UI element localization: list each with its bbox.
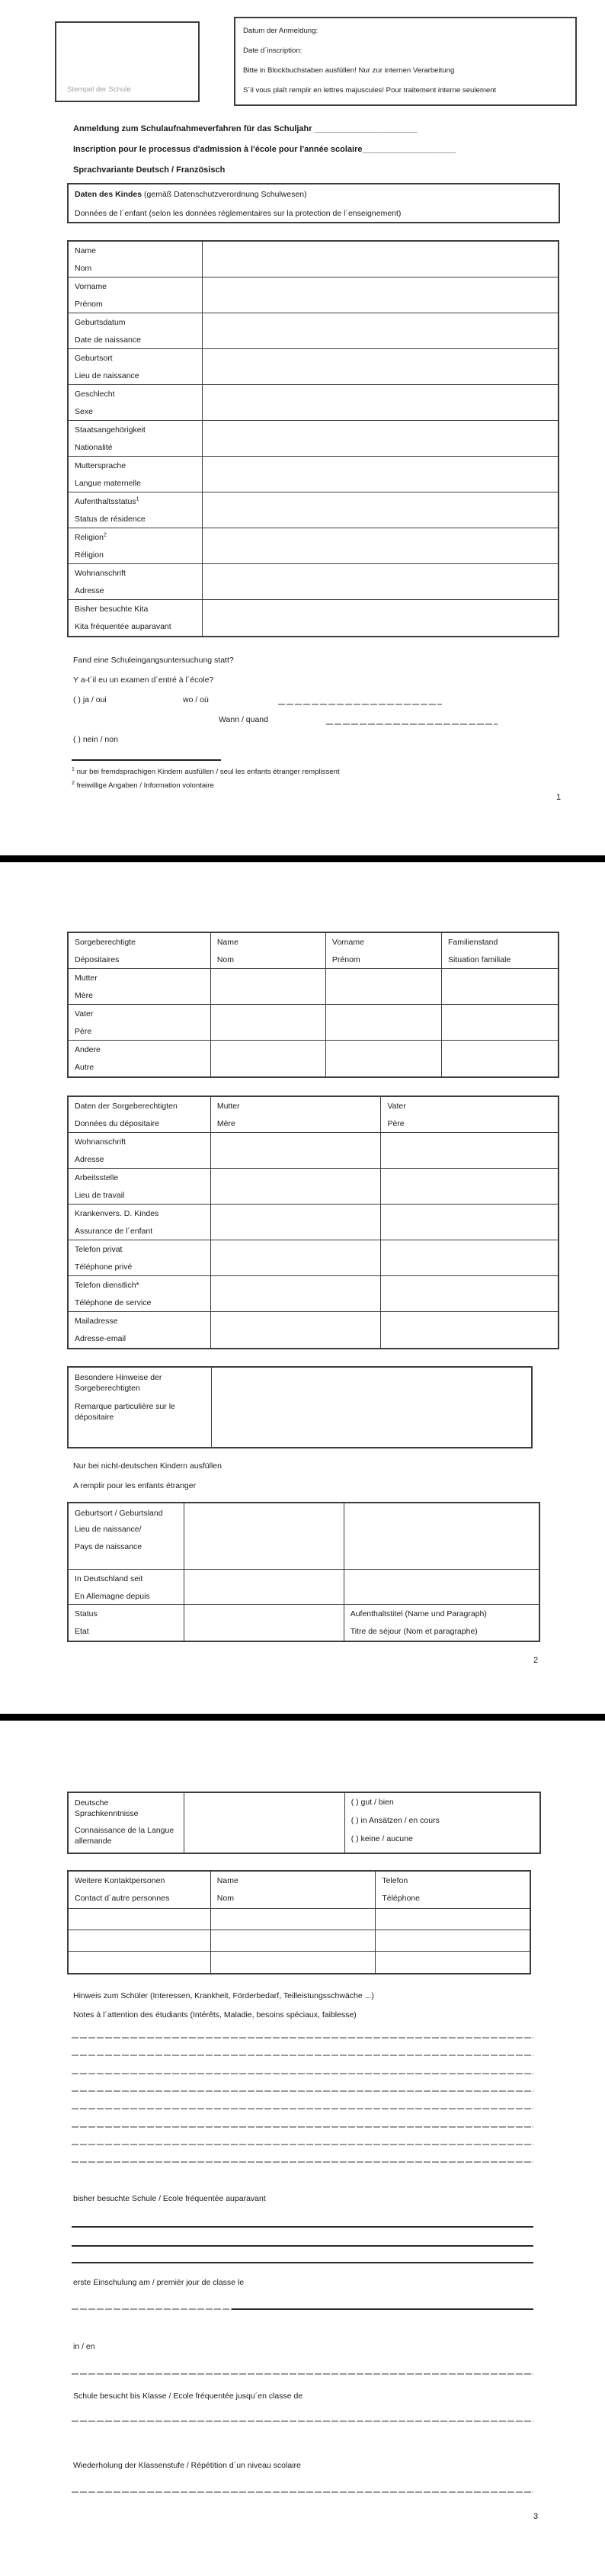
school-stamp-box [55, 21, 200, 102]
guardian-details-table-cell [381, 1133, 558, 1168]
child-data-table-cell [203, 564, 558, 599]
contact-persons-table-cell [211, 1952, 376, 1973]
cell-label-de: Telefon [382, 1876, 408, 1885]
child-data-table-cell [203, 421, 558, 456]
cell-label-de: Bisher besuchte Kita [75, 605, 149, 614]
contact-persons-table-cell [211, 1872, 376, 1908]
cell-label-fr: Assurance de l´enfant [75, 1227, 153, 1236]
cell-label-de: Vorname [331, 938, 364, 947]
footnote-1: $^1$ nur bei fremdsprachigen Kindern ausfüllen / seul les enfants étranger remplissent [72, 766, 340, 776]
cell-label-fr: Adresse-email [75, 1334, 126, 1343]
cell-label-fr: Lieu de naissance [75, 371, 139, 380]
page-3 [0, 1721, 605, 2576]
where-label: wo / où [183, 695, 209, 704]
cell-label-de: Aufenthaltsstatus$^1$ [75, 496, 139, 506]
child-data-table-row [69, 313, 558, 349]
foreign-children-table-cell [69, 1503, 184, 1569]
cell-label-de: Krankenvers. D. Kindes [75, 1209, 159, 1218]
cell-label-de: Geburtsdatum [75, 318, 126, 327]
german-skills-table-cell [69, 1793, 184, 1853]
cell-label-fr: Nom [216, 955, 234, 964]
date-box-instruction-de: Bitte in Blockbuchstaben ausfüllen! Nur zur internen Verarbeitung [243, 66, 455, 75]
birth-label-fr2: Pays de naissance [75, 1542, 142, 1551]
guardian-details-table-row [69, 1276, 558, 1312]
guardians-table-cell [442, 933, 558, 968]
guardians-table-cell [211, 1041, 326, 1076]
foreign-children-table-row [69, 1503, 539, 1570]
guardian-details-table-row [69, 1312, 558, 1348]
page-number-3: 3 [533, 2512, 539, 2521]
guardian-details-table-cell [381, 1097, 558, 1132]
child-data-table-row [69, 600, 558, 636]
child-data-table-row [69, 564, 558, 600]
child-data-table-cell [203, 313, 558, 348]
cell-label-fr: Mère [75, 991, 93, 1000]
foreign-children-table-row [69, 1605, 539, 1641]
special-notes-label-de: Besondere Hinweise der Sorgeberechtigten [75, 1373, 162, 1393]
guardians-table-cell [326, 933, 442, 968]
cell-label-de: Andere [75, 1045, 101, 1054]
footnote-rule [72, 759, 221, 761]
contact-persons-table-row [69, 1872, 530, 1909]
class-attended-label: Schule besucht bis Klasse / Ecole fréquentée jusqu´en classe de [73, 2392, 303, 2401]
cell-label-fr: Lieu de travail [75, 1191, 125, 1200]
contact-persons-table-cell [69, 1952, 211, 1973]
guardian-details-table-cell [69, 1240, 211, 1275]
child-data-header-box [67, 183, 560, 223]
cell-label-fr: Etat [75, 1627, 89, 1636]
child-data-table-cell [69, 277, 203, 313]
cell-label-de: Aufenthaltstitel (Name und Paragraph) [350, 1609, 487, 1618]
guardians-table-cell [69, 969, 211, 1004]
child-data-header-rest: (gemäß Datenschutzverordnung Schulwesen) [142, 190, 307, 199]
student-notes-line [72, 2126, 533, 2128]
cell-label-de: In Deutschland seit [75, 1574, 143, 1583]
child-data-table-row [69, 277, 558, 313]
student-notes-line [72, 2055, 533, 2056]
guardians-table-cell [442, 969, 558, 1004]
foreign-children-table-cell [184, 1570, 344, 1604]
guardians-table-cell [69, 1041, 211, 1076]
where-write-line [278, 704, 442, 705]
guardian-details-table-cell [381, 1312, 558, 1348]
guardians-table-cell [211, 933, 326, 968]
student-notes-line [72, 2161, 533, 2163]
german-skill-option: ( ) in Ansätzen / en cours [351, 1816, 440, 1825]
cell-label-de: Vater [75, 1009, 94, 1019]
child-data-table-cell [69, 313, 203, 348]
guardian-details-table-cell [211, 1097, 382, 1132]
first-enrollment-line-dark [232, 2308, 533, 2310]
contact-persons-table-cell [211, 1930, 376, 1951]
child-data-table-cell [203, 457, 558, 492]
answer-yes-option: ( ) ja / oui [73, 695, 107, 704]
special-notes-label-cell [69, 1368, 212, 1447]
page-separator-1 [0, 855, 605, 862]
german-skill-option: ( ) gut / bien [351, 1798, 394, 1807]
stamp-placeholder-label: Stempel der Schule [67, 85, 131, 94]
cell-label-de: Name [216, 938, 238, 947]
cell-label-fr: Contact d´autre personnes [75, 1894, 170, 1903]
first-enrollment-label: erste Einschulung am / premièr jour de classe le [73, 2278, 245, 2287]
previous-school-label: bisher besuchte Schule / Ecole fréquentée auparavant [73, 2194, 266, 2203]
german-label-fr: Connaissance de la Langue allemande [75, 1826, 174, 1846]
cell-label-de: Mailadresse [75, 1317, 118, 1326]
child-data-table-cell [69, 457, 203, 492]
guardian-details-table-cell [211, 1169, 382, 1204]
cell-label-de: Arbeitsstelle [75, 1173, 119, 1182]
cell-label-fr: Adresse [75, 1155, 104, 1164]
student-notes-label-de: Hinweis zum Schüler (Interessen, Krankheit, Förderbedarf, Teilleistungsschwäche ...) [73, 1991, 374, 2000]
page-number-1: 1 [556, 793, 562, 802]
guardians-table [67, 932, 559, 1078]
cell-label-de: Wohnanschrift [75, 569, 126, 578]
child-data-table-cell [69, 242, 203, 277]
child-data-table-cell [69, 528, 203, 563]
page-2 [0, 862, 605, 1714]
child-data-table-cell [203, 349, 558, 384]
guardian-details-table-cell [381, 1205, 558, 1240]
foreign-children-table-row [69, 1570, 539, 1605]
entry-exam-question-fr: Y a-t´il eu un examen d´entré à l´école? [73, 675, 214, 685]
guardians-table-cell [442, 1005, 558, 1040]
cell-label-fr: Kita fréquentée auparavant [75, 622, 171, 631]
child-data-table-cell [69, 492, 203, 528]
guardians-table-cell [69, 1005, 211, 1040]
contact-persons-table-cell [69, 1930, 211, 1951]
child-data-table-cell [69, 349, 203, 384]
grade-repeat-label: Wiederholung der Klassenstufe / Répétition d´un niveau scolaire [73, 2461, 301, 2470]
guardian-details-table-cell [211, 1133, 382, 1168]
child-data-table-cell [203, 242, 558, 277]
child-data-table-row [69, 528, 558, 564]
cell-label-fr: Situation familiale [447, 955, 511, 964]
cell-label-de: Geschlecht [75, 390, 115, 399]
when-write-line [326, 723, 498, 725]
cell-label-de: Name [75, 246, 97, 255]
page-separator-2 [0, 1714, 605, 1721]
guardian-details-table-row [69, 1133, 558, 1169]
child-data-table-cell [203, 277, 558, 313]
date-box-line-de: Datum der Anmeldung: [243, 27, 319, 35]
previous-school-line-3 [72, 2262, 533, 2263]
guardian-details-table-cell [69, 1276, 211, 1311]
birth-label-de: Geburtsort / Geburtsland [75, 1509, 163, 1518]
first-enrollment-line-gray [72, 2308, 232, 2310]
cell-label-fr: Téléphone de service [75, 1298, 152, 1307]
child-data-table-row [69, 242, 558, 277]
cell-label-de: Name [216, 1876, 238, 1885]
guardian-details-table-row [69, 1205, 558, 1240]
guardians-table-row [69, 1041, 558, 1076]
child-data-table-cell [69, 600, 203, 636]
cell-label-fr: Date de naissance [75, 335, 141, 345]
contact-persons-table-cell [376, 1909, 530, 1930]
form-title-fr: Inscription pour le processus d'admission à l'école pour l'année scolaire____________________ [73, 145, 456, 154]
cell-label-de: Telefon privat [75, 1245, 123, 1254]
guardians-table-cell [326, 1005, 442, 1040]
child-data-table-cell [203, 528, 558, 563]
child-data-table-cell [69, 564, 203, 599]
guardians-table-row [69, 969, 558, 1005]
cell-label-fr: Dépositaires [75, 955, 120, 964]
foreign-children-note-de: Nur bei nicht-deutschen Kindern ausfüllen [73, 1461, 222, 1471]
form-title-de: Anmeldung zum Schulaufnahmeverfahren für das Schuljahr ______________________ [73, 124, 418, 133]
cell-label-de: Sorgeberechtigte [75, 938, 136, 947]
cell-label-fr: Status de résidence [75, 515, 146, 524]
contact-persons-table-row [69, 1952, 530, 1973]
enrollment-place-line [72, 2373, 533, 2375]
grade-repeat-line [72, 2491, 533, 2493]
contact-persons-table-cell [211, 1909, 376, 1930]
cell-label-de: Religion$^2$ [75, 532, 107, 542]
foreign-children-table-cell [344, 1570, 539, 1604]
cell-label-de: Daten der Sorgeberechtigten [75, 1102, 178, 1111]
child-data-table-cell [69, 421, 203, 456]
guardian-details-table-row [69, 1097, 558, 1133]
student-notes-line [72, 2037, 533, 2039]
guardians-table-cell [69, 933, 211, 968]
child-data-table-row [69, 421, 558, 457]
guardian-details-table-cell [69, 1312, 211, 1348]
guardians-table-cell [211, 1005, 326, 1040]
cell-label-de: Wohnanschrift [75, 1137, 126, 1147]
german-skills-table-row [69, 1793, 539, 1853]
foreign-children-note-fr: A remplir pour les enfants étranger [73, 1481, 197, 1490]
cell-label-de: Status [75, 1609, 98, 1618]
guardians-table-cell [442, 1041, 558, 1076]
student-notes-line [72, 2073, 533, 2074]
german-skills-table [67, 1792, 541, 1854]
guardian-details-table-cell [69, 1169, 211, 1204]
special-notes-box [67, 1366, 533, 1448]
child-data-header-de [75, 190, 307, 200]
cell-label-fr: Nationalité [75, 443, 113, 452]
entry-exam-question-de: Fand eine Schuleingangsuntersuchung statt? [73, 656, 234, 665]
language-variant-label: Sprachvariante Deutsch / Französisch [73, 165, 226, 175]
cell-label-fr: Prénom [75, 300, 103, 309]
date-box-instruction-fr: S´il vous plaît remplir en lettres majuscules! Pour traitement interne seulement [243, 86, 497, 95]
guardians-table-cell [211, 969, 326, 1004]
child-data-table-cell [203, 600, 558, 636]
contact-persons-table-cell [376, 1952, 530, 1973]
special-notes-label-fr: Remarque particulière sur le dépositaire [75, 1402, 175, 1422]
when-label: Wann / quand [219, 715, 268, 724]
contact-persons-table-cell [69, 1872, 211, 1908]
cell-label-fr: Titre de séjour (Nom et paragraphe) [350, 1627, 478, 1636]
contact-persons-table-row [69, 1930, 530, 1952]
guardians-table-row [69, 1005, 558, 1041]
cell-label-fr: Téléphone [382, 1894, 420, 1903]
cell-label-fr: Nom [216, 1894, 234, 1903]
foreign-children-table-cell [69, 1570, 184, 1604]
cell-label-fr: Nom [75, 264, 92, 273]
guardians-table-cell [326, 1041, 442, 1076]
cell-label-de: Muttersprache [75, 461, 126, 470]
child-data-table-row [69, 457, 558, 492]
german-skills-table-cell [184, 1793, 345, 1853]
cell-label-de: Mutter [75, 974, 98, 983]
child-data-table-cell [203, 385, 558, 420]
german-label-de: Deutsche Sprachkenntnisse [75, 1798, 139, 1818]
child-data-header-bold: Daten des Kindes [75, 190, 142, 199]
child-data-table-cell [69, 385, 203, 420]
cell-label-fr: Téléphone privé [75, 1262, 133, 1272]
cell-label-fr: Réligion [75, 550, 104, 560]
foreign-children-table-cell [344, 1605, 539, 1641]
child-data-table-row [69, 385, 558, 421]
guardian-details-table-cell [211, 1312, 382, 1348]
guardians-table-cell [326, 969, 442, 1004]
page-1 [0, 0, 605, 855]
previous-school-line-1 [72, 2226, 533, 2228]
cell-label-de: Staatsangehörigkeit [75, 425, 146, 435]
foreign-children-table-cell [344, 1503, 539, 1569]
student-notes-line [72, 2144, 533, 2145]
answer-no-option: ( ) nein / non [73, 735, 118, 744]
guardian-details-table-cell [381, 1240, 558, 1275]
foreign-children-table-cell [184, 1503, 344, 1569]
cell-label-fr: Mère [216, 1119, 235, 1128]
contact-persons-table-cell [376, 1872, 530, 1908]
contact-persons-table-cell [69, 1909, 211, 1930]
cell-label-fr: Autre [75, 1063, 94, 1072]
foreign-children-table-cell [69, 1605, 184, 1641]
cell-label-de: Telefon dienstlich* [75, 1281, 139, 1290]
guardian-details-table-cell [69, 1133, 211, 1168]
foreign-children-table-cell [184, 1605, 344, 1641]
cell-label-de: Geburtsort [75, 354, 113, 363]
cell-label-fr: Prénom [331, 955, 360, 964]
guardian-details-table-cell [211, 1276, 382, 1311]
cell-label-fr: Père [387, 1119, 405, 1128]
birth-label-fr: Lieu de naissance/ [75, 1525, 142, 1534]
cell-label-fr: Données du dépositaire [75, 1119, 159, 1128]
previous-school-line-2 [72, 2245, 533, 2247]
guardian-details-table-cell [381, 1276, 558, 1311]
cell-label-de: Vater [387, 1102, 406, 1111]
guardian-details-table-cell [69, 1097, 211, 1132]
cell-label-fr: Adresse [75, 586, 104, 595]
foreign-children-table [67, 1502, 540, 1642]
cell-label-fr: Père [75, 1027, 92, 1036]
cell-label-de: Weitere Kontaktpersonen [75, 1876, 165, 1885]
child-data-header-fr: Données de l´enfant (selon les données réglementaires sur la protection de l´enseignement) [75, 209, 402, 218]
date-box-line-fr: Date d´inscription: [243, 47, 302, 55]
guardian-details-table [67, 1096, 559, 1349]
cell-label-de: Mutter [216, 1102, 240, 1111]
german-skills-table-cell [345, 1793, 539, 1853]
student-notes-line [72, 2090, 533, 2092]
contact-persons-table [67, 1870, 531, 1975]
cell-label-fr: En Allemagne depuis [75, 1592, 150, 1601]
german-skill-option: ( ) keine / aucune [351, 1834, 413, 1843]
guardian-details-table-cell [211, 1205, 382, 1240]
child-data-table-row [69, 492, 558, 528]
footnote-2: $^2$ freiwillige Angaben / Information volontaire [72, 780, 214, 790]
contact-persons-table-row [69, 1909, 530, 1930]
guardian-details-table-row [69, 1240, 558, 1276]
guardian-details-table-row [69, 1169, 558, 1205]
enrollment-place-label: in / en [73, 2342, 95, 2351]
registration-date-box [234, 17, 577, 106]
class-attended-line [72, 2420, 533, 2422]
child-data-table-row [69, 349, 558, 385]
guardian-details-table-cell [69, 1205, 211, 1240]
guardian-details-table-cell [211, 1240, 382, 1275]
contact-persons-table-cell [376, 1930, 530, 1951]
student-notes-label-fr: Notes à l´attention des étudiants (Intérêts, Maladie, besoins spéciaux, faiblesse) [73, 2010, 357, 2019]
cell-label-fr: Sexe [75, 407, 93, 416]
guardians-table-row [69, 933, 558, 969]
child-data-table-cell [203, 492, 558, 528]
guardian-details-table-cell [381, 1169, 558, 1204]
page-number-2: 2 [533, 1656, 539, 1665]
cell-label-fr: Langue maternelle [75, 479, 141, 488]
cell-label-de: Familienstand [447, 938, 498, 947]
cell-label-de: Vorname [75, 282, 107, 291]
child-data-table [67, 240, 559, 637]
student-notes-line [72, 2108, 533, 2109]
